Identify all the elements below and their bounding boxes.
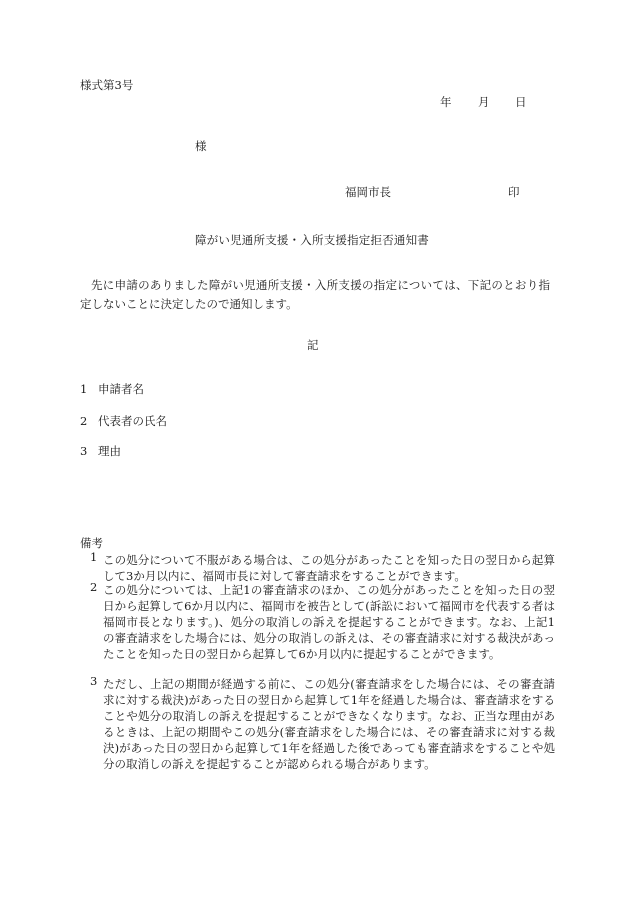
- item-number: 3: [80, 444, 88, 458]
- item-representative-name: [80, 416, 167, 428]
- note-number: 1: [90, 550, 98, 564]
- item-number: 1: [80, 382, 88, 396]
- seal-mark: 印: [508, 185, 520, 199]
- item-label: 申請者名: [98, 382, 144, 396]
- item-applicant-name: [80, 384, 144, 396]
- note-text: この処分について不服がある場合は、この処分があったことを知った日の翌日から起算して3か月以内に、福岡市長に対して審査請求をすることができます。: [103, 553, 555, 583]
- notice-body: 先に申請のありました障がい児通所支援・入所支援の指定については、下記のとおり指定しないことに決定したので通知します。: [80, 278, 550, 311]
- note-number: 3: [90, 674, 98, 688]
- note-number: 2: [90, 580, 98, 594]
- issuer-name: 福岡市長: [345, 185, 391, 199]
- item-reason: [80, 446, 121, 458]
- notes-heading: 備考: [80, 536, 103, 550]
- date-year: 年: [440, 95, 452, 109]
- note-text: この処分については、上記1の審査請求のほか、この処分があったことを知った日の翌日から起算して6か月以内に、福岡市を被告として(訴訟において福岡市を代表する者は福岡市長となります。)、処分の取消しの訴えを提起することができます。なお、上記1の審査請求をした場合には、処分の取消しの訴えは、その審査請求に対する裁決があったことを知った日の翌日から起算して6か月以内に提起することができます。: [103, 583, 555, 661]
- form-number: 様式第3号: [80, 78, 134, 92]
- item-number: 2: [80, 414, 88, 428]
- item-label: 代表者の氏名: [98, 414, 167, 428]
- date-line: [440, 97, 527, 109]
- addressee-honorific: 様: [195, 139, 207, 153]
- date-day: 日: [515, 95, 527, 109]
- note-item: [80, 676, 555, 772]
- note-item: [80, 552, 555, 584]
- ki-heading: 記: [307, 338, 319, 352]
- note-text: ただし、上記の期間が経過する前に、この処分(審査請求をした場合には、その審査請求に対する裁決)があった日の翌日から起算して1年を経過した場合は、審査請求をすることや処分の取消しの訴えを提起することができなくなります。なお、正当な理由があるときは、上記の期間やこの処分(審査請求をした場合には、その審査請求に対する裁決)があった日の翌日から起算して1年を経過した後であっても審査請求をすることや処分の取消しの訴えを提起することが認められる場合があります。: [103, 677, 555, 771]
- document-title: 障がい児通所支援・入所支援指定拒否通知書: [195, 233, 429, 247]
- date-month: 月: [478, 95, 490, 109]
- item-label: 理由: [98, 444, 121, 458]
- note-item: [80, 582, 555, 662]
